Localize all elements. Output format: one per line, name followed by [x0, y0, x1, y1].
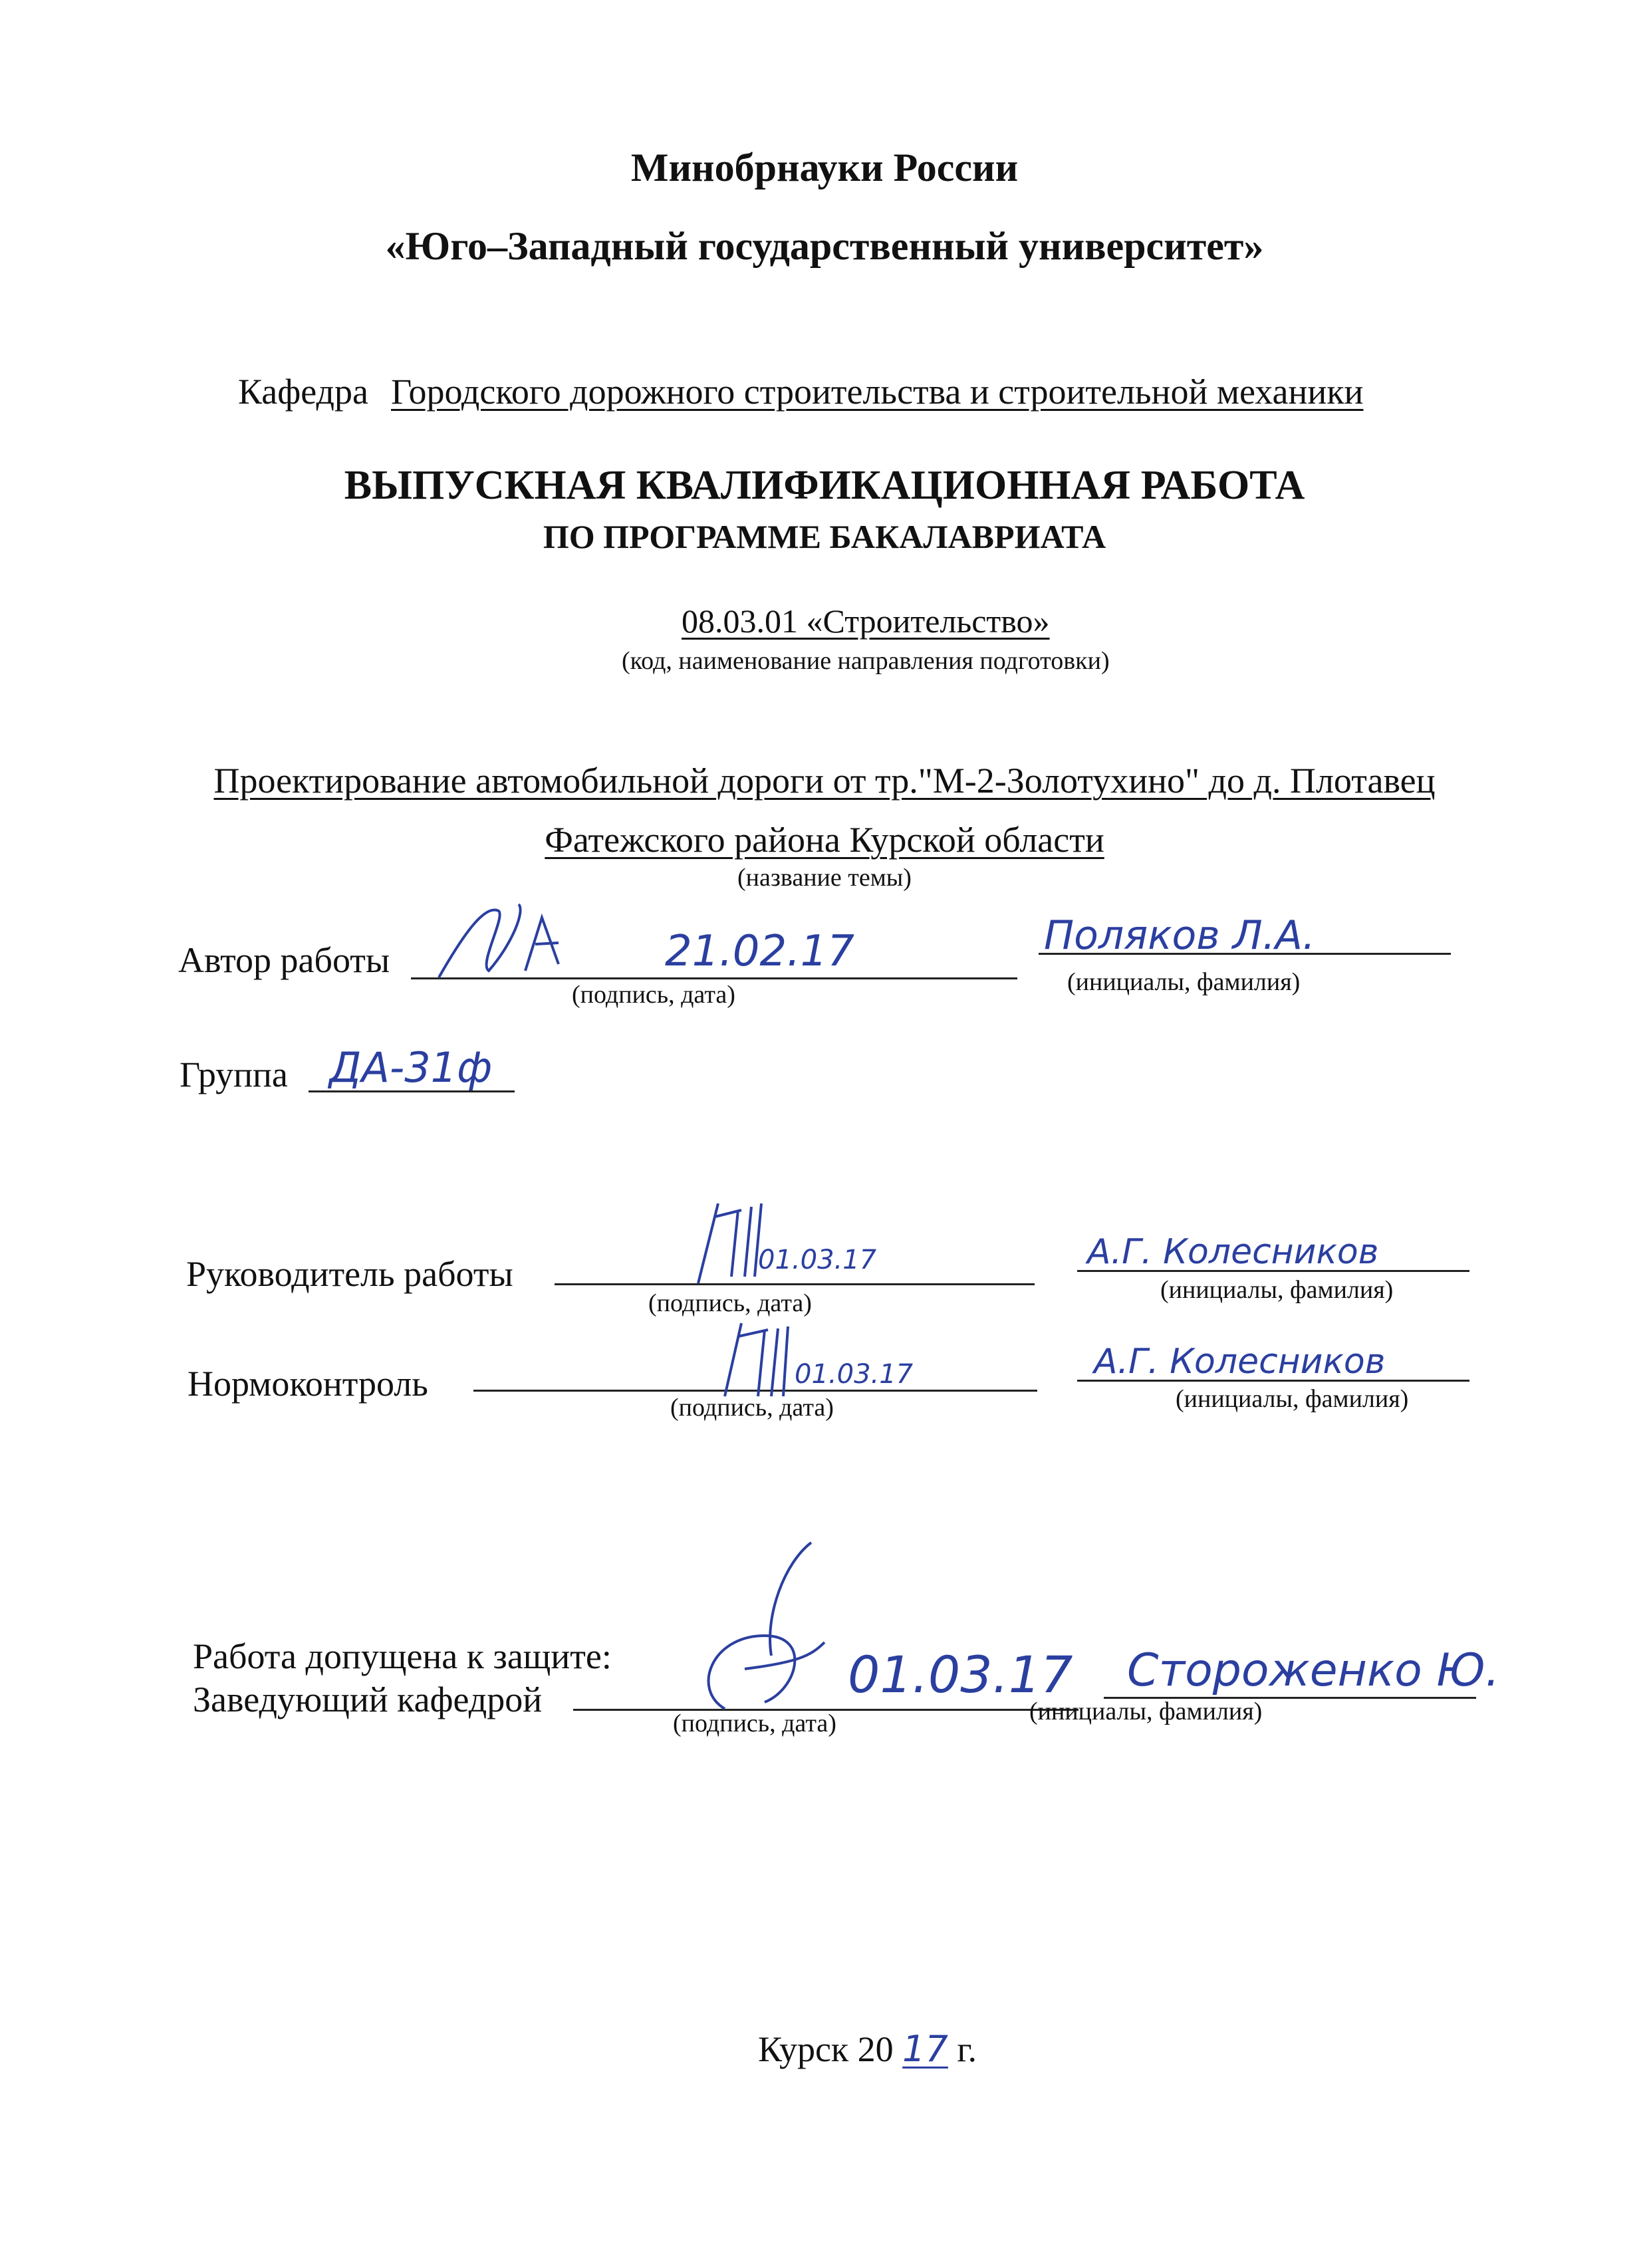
topic-line-1-text: Проектирование автомобильной дороги от тр."М-2-Золотухино" до д. Плотавец: [213, 761, 1436, 801]
supervisor-signature: [678, 1190, 944, 1297]
head-of-department-label: Заведующий кафедрой: [193, 1680, 543, 1719]
normcontrol-name: А.Г. Колесников: [1094, 1342, 1386, 1382]
city-year: [758, 2028, 977, 2070]
topic-line-2: [0, 819, 1649, 860]
topic-line-1: [0, 760, 1649, 801]
supervisor-date: 01.03.17: [758, 1245, 877, 1275]
author-sign-caption: (подпись, дата): [572, 981, 735, 1009]
city-prefix: Курск 20: [758, 2029, 894, 2069]
author-label: Автор работы: [178, 940, 390, 980]
group-value: ДА-31ф: [329, 1043, 493, 1092]
approval-label: Работа допущена к защите:: [193, 1636, 612, 1676]
department-label: Кафедра: [238, 372, 368, 412]
normcontrol-name-handwriting: [1090, 1320, 1463, 1386]
approval-date: 01.03.17: [848, 1645, 1073, 1704]
head-signature: [665, 1536, 1130, 1722]
author-date: 21.02.17: [665, 927, 854, 976]
author-signature-stroke: [439, 904, 559, 977]
supervisor-label: Руководитель работы: [186, 1254, 513, 1294]
topic-caption: (название темы): [737, 864, 912, 892]
author-name: Поляков Л.А.: [1044, 912, 1315, 959]
normcontrol-name-caption: (инициалы, фамилия): [1176, 1385, 1409, 1413]
head-name-handwriting: [1124, 1622, 1589, 1702]
author-signature: [426, 891, 1024, 991]
group-label: Группа: [180, 1055, 288, 1094]
university-heading: «Юго–Западный государственный университет»: [385, 224, 1264, 268]
supervisor-name-handwriting: [1084, 1210, 1456, 1277]
thesis-program: ПО ПРОГРАММЕ БАКАЛАВРИАТА: [543, 518, 1106, 555]
normcontrol-label: Нормоконтроль: [188, 1364, 428, 1404]
year-suffix: г.: [957, 2029, 977, 2069]
specialty-value: 08.03.01 «Строительство»: [682, 602, 1050, 640]
ministry-heading: Минобрнауки России: [630, 146, 1019, 189]
department-name: Городского дорожного строительства и строительной механики: [391, 372, 1364, 412]
supervisor-name: А.Г. Колесников: [1087, 1232, 1379, 1272]
specialty-caption: (код, наименование направления подготовки): [622, 647, 1110, 675]
topic-line-2-text: Фатежского района Курской области: [545, 820, 1104, 860]
thesis-title: ВЫПУСКНАЯ КВАЛИФИКАЦИОННАЯ РАБОТА: [344, 463, 1305, 508]
normcontrol-sign-caption: (подпись, дата): [670, 1394, 834, 1422]
group-handwriting: [326, 1034, 525, 1100]
supervisor-name-caption: (инициалы, фамилия): [1160, 1276, 1394, 1304]
approval-name: Стороженко Ю.: [1127, 1644, 1500, 1697]
head-signature-stroke: [709, 1543, 824, 1709]
approval-name-caption: (инициалы, фамилия): [1029, 1698, 1263, 1725]
supervisor-signature-stroke: [698, 1203, 761, 1283]
supervisor-sign-caption: (подпись, дата): [648, 1289, 812, 1317]
year-handwritten: 17: [902, 2028, 948, 2070]
approval-sign-caption: (подпись, дата): [673, 1709, 836, 1737]
normcontrol-date: 01.03.17: [795, 1359, 914, 1390]
normcontrol-signature-stroke: [725, 1323, 788, 1396]
author-name-handwriting: [1037, 901, 1410, 967]
author-name-caption: (инициалы, фамилия): [1067, 968, 1301, 996]
